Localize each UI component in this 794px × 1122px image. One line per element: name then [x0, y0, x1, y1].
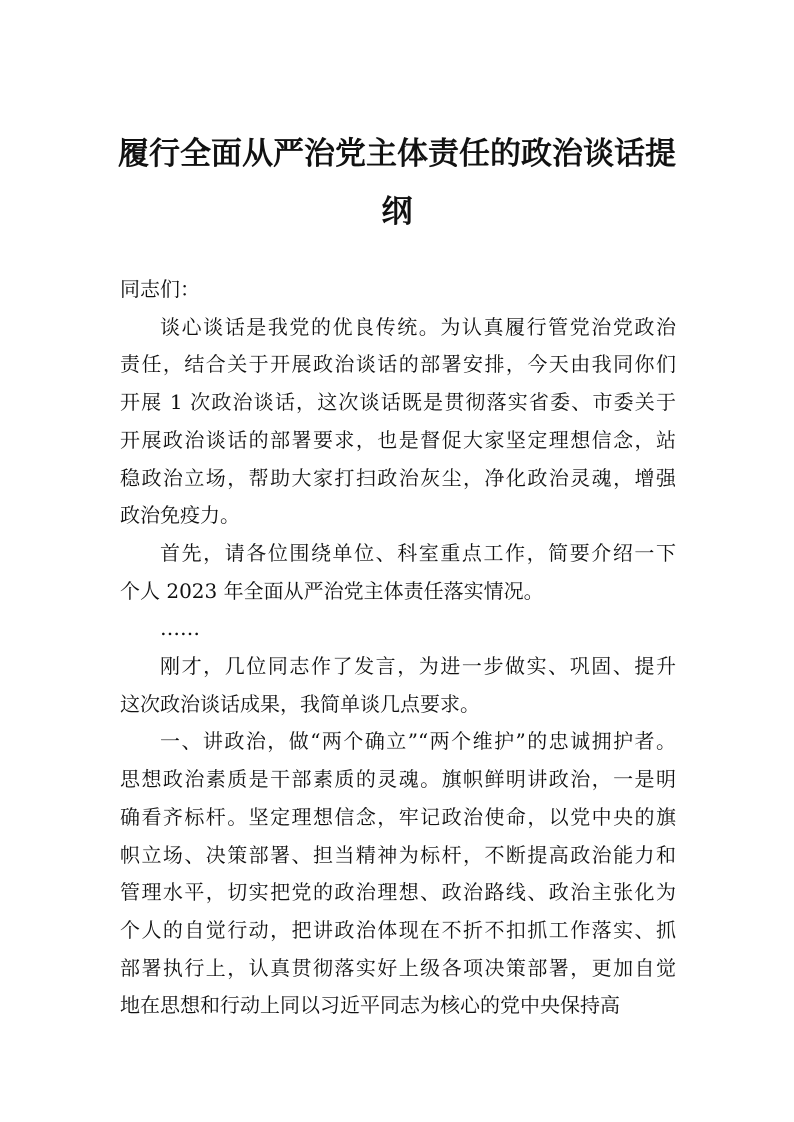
paragraph-section-one — [120, 723, 676, 1025]
text-line: 刚才，几位同志作了发言，为进一步做实、巩固、提升 — [160, 654, 676, 679]
text-line: 确看齐标杆。坚定理想信念，牢记政治使命，以党中央的旗 — [120, 804, 676, 829]
document-body — [120, 271, 676, 1025]
paragraph-intro — [120, 309, 676, 535]
paragraph-ellipsis — [120, 610, 676, 648]
salutation: 同志们： — [120, 277, 200, 301]
text-line: 管理水平，切实把党的政治理想、政治路线、政治主张化为 — [120, 880, 676, 905]
text-line: 部署执行上，认真贯彻落实好上级各项决策部署，更加自觉 — [120, 955, 676, 980]
document-title-line-1: 履行全面从严治党主体责任的政治谈话提 — [118, 136, 676, 172]
text-line: 开展政治谈话的部署要求，也是督促大家坚定理想信念，站 — [120, 427, 676, 452]
text-line: 这次政治谈话成果，我简单谈几点要求。 — [120, 691, 480, 716]
text-line: 个人的自觉行动，把讲政治体现在不折不扣抓工作落实、抓 — [120, 917, 676, 942]
text-line: 谈心谈话是我党的优良传统。为认真履行管党治党政治 — [160, 314, 676, 339]
text-line: 开展 1 次政治谈话，这次谈话既是贯彻落实省委、市委关于 — [120, 390, 676, 415]
text-line: 地在思想和行动上同以习近平同志为核心的党中央保持高 — [120, 993, 620, 1018]
text-line: 个人 2023 年全面从严治党主体责任落实情况。 — [120, 578, 544, 603]
text-line: 首先，请各位围绕单位、科室重点工作，简要介绍一下 — [160, 540, 676, 565]
text-line: 帜立场、决策部署、担当精神为标杆，不断提高政治能力和 — [120, 842, 676, 867]
text-line: 一、讲政治，做“两个确立”“两个维护”的忠诚拥护者。 — [160, 729, 676, 754]
text-line: 思想政治素质是干部素质的灵魂。旗帜鲜明讲政治，一是明 — [120, 767, 676, 792]
text-line: 责任，结合关于开展政治谈话的部署安排，今天由我同你们 — [120, 352, 676, 377]
paragraph-first — [120, 535, 676, 610]
document-title-line-2: 纲 — [381, 194, 413, 230]
text-line: 稳政治立场，帮助大家打扫政治灰尘，净化政治灵魂，增强 — [120, 465, 676, 490]
text-line: …… — [160, 616, 200, 641]
paragraph-just-now — [120, 648, 676, 723]
text-line: 政治免疫力。 — [120, 503, 240, 528]
